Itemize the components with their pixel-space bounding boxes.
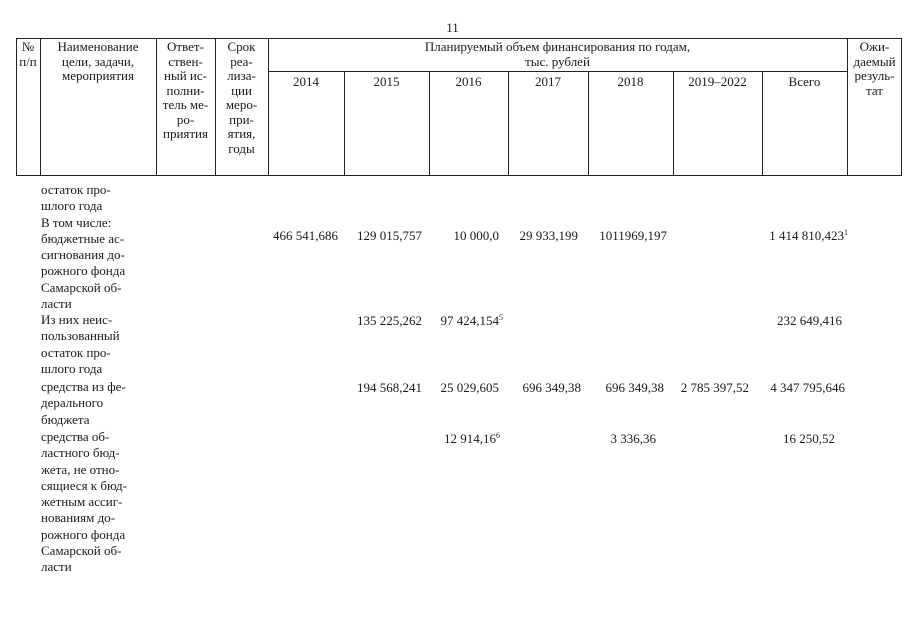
value-r4-2016: 12 914,16$^6$ [444,431,500,446]
value-r1-2017: 29 933,199 [519,228,578,243]
row-label-regional-funds: средства об- ластного бюд- жета, не отно- сящиеся к бюд- жетным ассиг- нованиям до- рожного фонда Самарской об- ласти [41,429,127,575]
value-r3-2016: 25 029,605 [440,380,499,395]
header-term: Срок реа- лиза- ции меро- при- ятия, годы [225,39,258,156]
header-planned: Планируемый объем финансирования по годам, тыс. рублей [424,39,691,69]
footnote-mark: 5 [499,313,503,322]
value-r1-total: 1 414 810,423$^1$ [769,228,848,243]
value-r4-total: 16 250,52 [783,431,835,446]
header-year-2015: 2015 [373,74,400,89]
value-r2-2015: 135 225,262 [357,313,422,328]
value-r1-2016: 10 000,0 [453,228,499,243]
header-name: Наименование цели, задачи, мероприятия [57,39,139,83]
header-year-2019-2022: 2019–2022 [688,74,747,89]
header-total: Всего [788,74,821,89]
value-r1-2015: 129 015,757 [357,228,422,243]
row-label-unused-balance: Из них неис- пользованный остаток про- шлого года [41,312,120,376]
row-label-budget-allocations: остаток про- шлого года В том числе: бюджетные ас- сигнования до- рожного фонда Самарской об- ласти [41,182,126,312]
header-year-2014: 2014 [293,74,319,89]
value-r1-2018: 1011969,197 [599,228,667,243]
border-bottom [16,175,902,176]
value-r3-2017: 696 349,38 [522,380,581,395]
footnote-mark: 6 [496,431,500,440]
page-number: 11 [446,20,459,35]
value-r3-2019-2022: 2 785 397,52 [680,380,749,395]
footnote-mark: 1 [844,228,848,237]
header-expected-result: Ожи- даемый резуль- тат [853,39,896,98]
value-r4-2018: 3 336,36 [610,431,656,446]
value-r3-2018: 696 349,38 [605,380,664,395]
value-r2-total: 232 649,416 [777,313,842,328]
header-year-2017: 2017 [535,74,561,89]
header-year-2016: 2016 [455,74,482,89]
border-years [268,71,847,72]
value-r1-2014: 466 541,686 [273,228,338,243]
header-responsible: Ответ- ствен- ный ис- полни- тель ме- ро- приятия [162,39,209,141]
row-label-federal-funds: средства из фе- дерального бюджета [41,379,126,427]
header-year-2018: 2018 [617,74,644,89]
value-r2-2016: 97 424,154$^5$ [440,313,503,328]
value-r3-2015: 194 568,241 [357,380,422,395]
value-r3-total: 4 347 795,646 [770,380,845,395]
header-num: № п/п [19,39,37,69]
table-header [16,38,902,176]
